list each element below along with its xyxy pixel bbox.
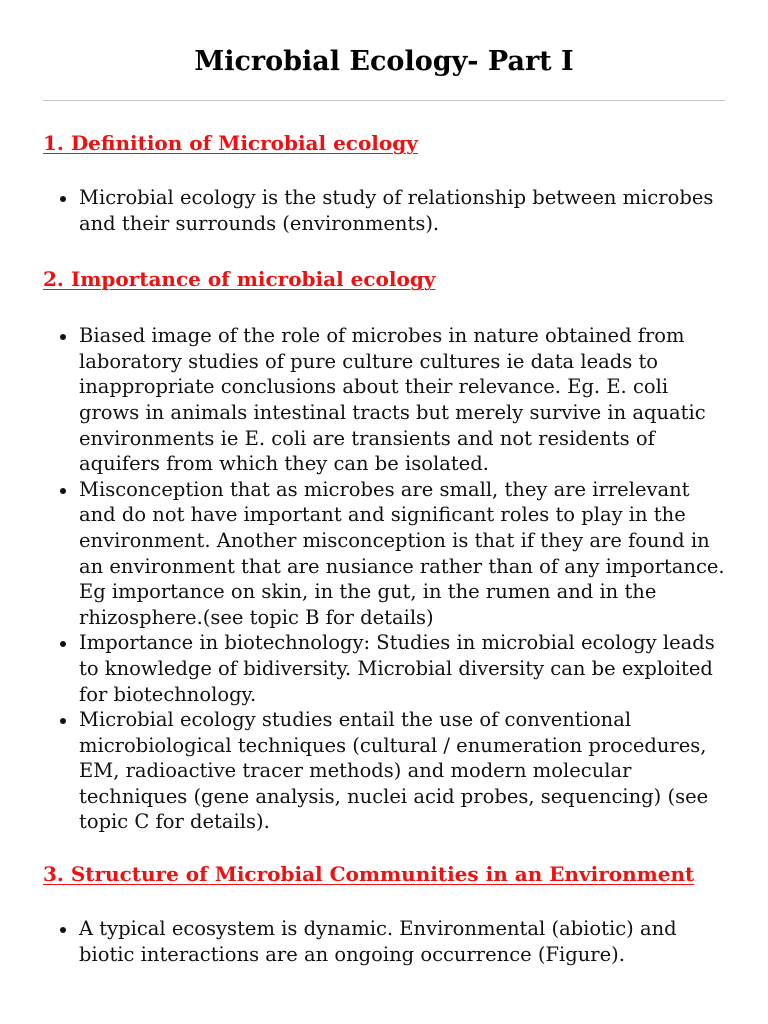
title-divider (43, 100, 725, 101)
list-item: Microbial ecology is the study of relationship between microbes and their surrounds (environments). (43, 185, 725, 236)
section-heading-importance: 2. Importance of microbial ecology (43, 267, 436, 292)
structure-bullet-list (43, 916, 725, 967)
section-heading-definition: 1. Definition of Microbial ecology (43, 131, 418, 155)
list-item: Biased image of the role of microbes in nature obtained from laboratory studies of pure culture cultures ie data leads to inappropriate conclusions about their relevance. Eg. E. coli grows in animals intestinal tracts but merely survive in aquatic environments ie E. coli are transients and not residents of aquifers from which they can be isolated. (43, 323, 725, 477)
list-item: A typical ecosystem is dynamic. Environmental (abiotic) and biotic interactions are an ongoing occurrence (Figure). (43, 916, 725, 967)
section-heading-structure: 3. Structure of Microbial Communities in an Environment (43, 862, 695, 887)
list-item: Microbial ecology studies entail the use of conventional microbiological techniques (cultural / enumeration procedures, EM, radioactive tracer methods) and modern molecular techniques (gene analysis, nuclei acid probes, sequencing) (see topic C for details). (43, 707, 725, 835)
list-item: Importance in biotechnology: Studies in microbial ecology leads to knowledge of bidiversity. Microbial diversity can be exploited for biotechnology. (43, 630, 725, 707)
list-item: Misconception that as microbes are small, they are irrelevant and do not have important and significant roles to play in the environment. Another misconception is that if they are found in an environment that are nusiance rather than of any importance. Eg importance on skin, in the gut, in the rumen and in the rhizosphere.(see topic B for details) (43, 477, 725, 631)
page-title: Microbial Ecology- Part I (194, 46, 574, 77)
definition-bullet-list (43, 185, 725, 236)
importance-bullet-list (43, 323, 725, 835)
